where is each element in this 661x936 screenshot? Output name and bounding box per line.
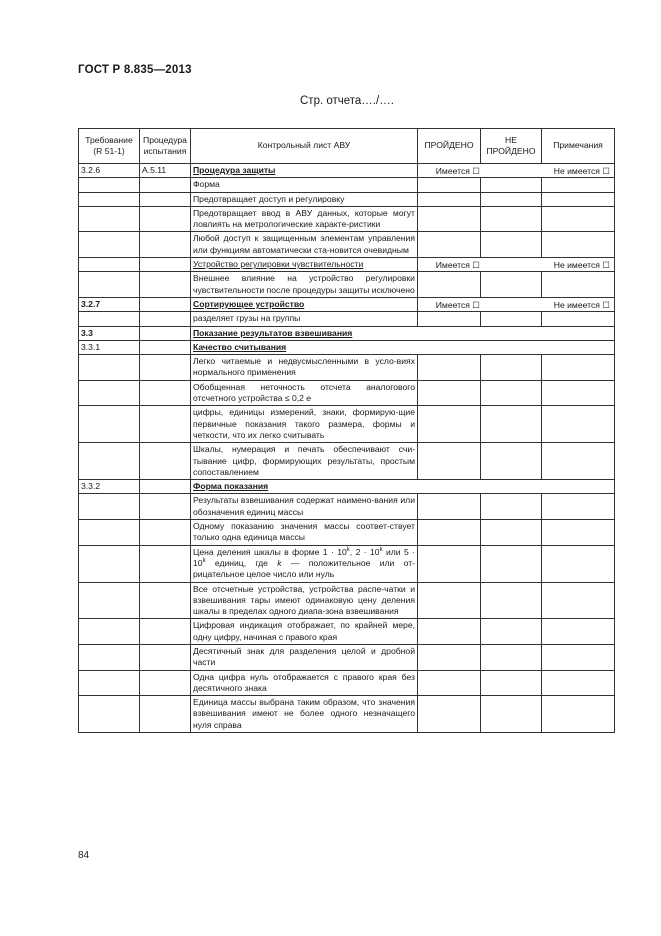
- cell-requirement: [79, 406, 140, 443]
- cell-procedure: [140, 644, 191, 670]
- cell-checklist-item: Внешнее влияние на устройство регулировки чувствительности после процедуры защиты исключено: [191, 272, 418, 298]
- cell-requirement: [79, 520, 140, 546]
- cell-requirement: 3.3.2: [79, 480, 140, 494]
- cell-requirement: [79, 582, 140, 619]
- cell-presence-options: [418, 297, 615, 311]
- cell-checklist-item: Предотвращает доступ и регулировку: [191, 192, 418, 206]
- cell-procedure: [140, 340, 191, 354]
- absent-checkbox-label[interactable]: Не имеется ☐: [553, 166, 610, 176]
- cell-procedure: [140, 192, 191, 206]
- cell-checklist-item: Показание результатов взвешивания: [191, 326, 615, 340]
- cell-not-passed[interactable]: [481, 644, 542, 670]
- header-notes: Примечания: [542, 129, 615, 164]
- table-row: [79, 272, 615, 298]
- cell-checklist-item: Легко читаемые и недвусмысленными в усло-виях нормального применения: [191, 355, 418, 381]
- cell-checklist-item: Все отсчетные устройства, устройства распе-чатки и взвешивания тары имеют одинаковую цену деления шкалы в пределах одного диапа-зона взвешивания: [191, 582, 418, 619]
- present-checkbox-label[interactable]: Имеется ☐: [435, 260, 480, 271]
- cell-checklist-item: Любой доступ к защищенным элементам управления или функциям автоматически ста-новится очевидным: [191, 232, 418, 258]
- cell-passed[interactable]: [418, 670, 481, 696]
- cell-checklist-item: Цифровая индикация отображает, по крайней мере, одну цифру, начиная с правого края: [191, 619, 418, 645]
- cell-procedure: [140, 272, 191, 298]
- cell-presence-options: [418, 258, 615, 272]
- cell-checklist-item: Обобщенная неточность отсчета аналогового отсчетного устройства ≤ 0,2 e: [191, 380, 418, 406]
- absent-checkbox-label[interactable]: Не имеется ☐: [553, 260, 610, 271]
- cell-notes[interactable]: [542, 582, 615, 619]
- cell-requirement: [79, 380, 140, 406]
- cell-procedure: [140, 326, 191, 340]
- cell-procedure: [140, 619, 191, 645]
- table-row: [79, 178, 615, 192]
- cell-requirement: [79, 232, 140, 258]
- cell-not-passed[interactable]: [481, 545, 542, 582]
- cell-procedure: [140, 494, 191, 520]
- cell-procedure: [140, 297, 191, 311]
- table-row: [79, 644, 615, 670]
- header-requirement: Требование (R 51-1): [79, 129, 140, 164]
- table-row: [79, 297, 615, 311]
- header-not-passed: НЕ ПРОЙДЕНО: [481, 129, 542, 164]
- cell-checklist-item: Предотвращает ввод в АВУ данных, которые могут ловлиять на метрологические характе-ристики: [191, 206, 418, 232]
- table-row: [79, 494, 615, 520]
- cell-not-passed[interactable]: [481, 670, 542, 696]
- present-checkbox-label[interactable]: Имеется ☐: [435, 166, 480, 176]
- cell-requirement: 3.2.7: [79, 297, 140, 311]
- cell-passed[interactable]: [418, 443, 481, 480]
- table-row: [79, 582, 615, 619]
- cell-notes[interactable]: [542, 644, 615, 670]
- checklist-table: [78, 128, 615, 733]
- cell-passed[interactable]: [418, 494, 481, 520]
- cell-passed[interactable]: [418, 272, 481, 298]
- cell-notes[interactable]: [542, 355, 615, 381]
- cell-not-passed[interactable]: [481, 380, 542, 406]
- cell-checklist-item: Процедура защиты: [191, 164, 418, 178]
- cell-passed[interactable]: [418, 380, 481, 406]
- cell-requirement: [79, 494, 140, 520]
- cell-procedure: [140, 443, 191, 480]
- cell-procedure: [140, 520, 191, 546]
- cell-passed[interactable]: [418, 355, 481, 381]
- cell-procedure: [140, 355, 191, 381]
- cell-checklist-item: Сортирующее устройство: [191, 297, 418, 311]
- table-row: [79, 232, 615, 258]
- cell-checklist-item: Одному показанию значения массы соответ-ствует только одна единица массы: [191, 520, 418, 546]
- table-row: [79, 619, 615, 645]
- cell-notes[interactable]: [542, 406, 615, 443]
- cell-not-passed[interactable]: [481, 206, 542, 232]
- cell-not-passed[interactable]: [481, 696, 542, 733]
- cell-requirement: [79, 272, 140, 298]
- cell-presence-options: [418, 164, 615, 178]
- table-row: [79, 520, 615, 546]
- cell-notes[interactable]: [542, 192, 615, 206]
- cell-procedure: [140, 545, 191, 582]
- cell-notes[interactable]: [542, 696, 615, 733]
- cell-requirement: [79, 545, 140, 582]
- cell-checklist-item: Форма: [191, 178, 418, 192]
- table-row: [79, 340, 615, 354]
- checklist-body: [79, 164, 615, 733]
- cell-requirement: [79, 312, 140, 326]
- cell-passed[interactable]: [418, 406, 481, 443]
- cell-passed[interactable]: [418, 178, 481, 192]
- cell-requirement: [79, 192, 140, 206]
- cell-requirement: [79, 258, 140, 272]
- cell-notes[interactable]: [542, 232, 615, 258]
- cell-checklist-item: разделяет грузы на группы: [191, 312, 418, 326]
- cell-checklist-item: Результаты взвешивания содержат наимено-вания или обозначения единиц массы: [191, 494, 418, 520]
- cell-requirement: [79, 206, 140, 232]
- cell-notes[interactable]: [542, 520, 615, 546]
- cell-procedure: [140, 670, 191, 696]
- cell-passed[interactable]: [418, 545, 481, 582]
- cell-procedure: [140, 380, 191, 406]
- cell-checklist-item: Шкалы, нумерация и печать обеспечивают счи-тывание цифр, формирующих результаты, простым сопоставлением: [191, 443, 418, 480]
- cell-requirement: [79, 619, 140, 645]
- cell-not-passed[interactable]: [481, 582, 542, 619]
- cell-procedure: [140, 258, 191, 272]
- cell-not-passed[interactable]: [481, 178, 542, 192]
- cell-not-passed[interactable]: [481, 312, 542, 326]
- document-header: ГОСТ Р 8.835—2013: [78, 64, 192, 76]
- cell-passed[interactable]: [418, 192, 481, 206]
- cell-requirement: [79, 443, 140, 480]
- cell-passed[interactable]: [418, 644, 481, 670]
- cell-checklist-item: Форма показания: [191, 480, 615, 494]
- cell-procedure: А.5.11: [140, 164, 191, 178]
- absent-checkbox-label[interactable]: Не имеется ☐: [553, 299, 610, 310]
- cell-passed[interactable]: [418, 582, 481, 619]
- cell-requirement: [79, 670, 140, 696]
- cell-passed[interactable]: [418, 696, 481, 733]
- cell-requirement: [79, 696, 140, 733]
- table-row: [79, 258, 615, 272]
- table-row: [79, 480, 615, 494]
- cell-checklist-item: Одна цифра нуль отображается с правого края без десятичного знака: [191, 670, 418, 696]
- header-passed: ПРОЙДЕНО: [418, 129, 481, 164]
- cell-procedure: [140, 696, 191, 733]
- cell-procedure: [140, 312, 191, 326]
- table-row: [79, 406, 615, 443]
- cell-notes[interactable]: [542, 178, 615, 192]
- cell-requirement: 3.3.1: [79, 340, 140, 354]
- cell-checklist-item: Десятичный знак для разделения целой и дробной части: [191, 644, 418, 670]
- table-row: [79, 355, 615, 381]
- cell-procedure: [140, 232, 191, 258]
- header-procedure: Процедура испытания: [140, 129, 191, 164]
- cell-notes[interactable]: [542, 670, 615, 696]
- table-row: [79, 326, 615, 340]
- cell-checklist-item: Единица массы выбрана таким образом, что значения взвешивания имеют не более одного незначащего нуля справа: [191, 696, 418, 733]
- cell-not-passed[interactable]: [481, 520, 542, 546]
- table-row: [79, 192, 615, 206]
- table-row: [79, 380, 615, 406]
- cell-requirement: 3.3: [79, 326, 140, 340]
- cell-requirement: 3.2.6: [79, 164, 140, 178]
- cell-not-passed[interactable]: [481, 443, 542, 480]
- cell-checklist-item: цифры, единицы измерений, знаки, формирую-щие первичные показания такого размера, формы и четкости, что их легко считывать: [191, 406, 418, 443]
- cell-not-passed[interactable]: [481, 619, 542, 645]
- cell-notes[interactable]: [542, 272, 615, 298]
- cell-notes[interactable]: [542, 206, 615, 232]
- cell-notes[interactable]: [542, 443, 615, 480]
- table-row: [79, 696, 615, 733]
- cell-passed[interactable]: [418, 312, 481, 326]
- cell-notes[interactable]: [542, 545, 615, 582]
- cell-not-passed[interactable]: [481, 272, 542, 298]
- cell-not-passed[interactable]: [481, 355, 542, 381]
- cell-requirement: [79, 644, 140, 670]
- cell-notes[interactable]: [542, 312, 615, 326]
- cell-procedure: [140, 582, 191, 619]
- cell-requirement: [79, 355, 140, 381]
- cell-passed[interactable]: [418, 206, 481, 232]
- cell-checklist-item: Качество считывания: [191, 340, 615, 354]
- cell-requirement: [79, 178, 140, 192]
- page-number: 84: [78, 850, 90, 861]
- cell-notes[interactable]: [542, 380, 615, 406]
- cell-procedure: [140, 206, 191, 232]
- table-row: [79, 670, 615, 696]
- cell-checklist-item: Устройство регулировки чувствительности: [191, 258, 418, 272]
- cell-not-passed[interactable]: [481, 232, 542, 258]
- cell-checklist-item: Цена деления шкалы в форме $1 \cdot 10^k$, $2 \cdot 10^k$ или $5 \cdot 10^k$ единиц, где k — положительное или от-рицательное целое число или нуль: [191, 545, 418, 582]
- table-row: [79, 206, 615, 232]
- report-page-field: Стр. отчета…./….: [300, 95, 394, 107]
- cell-passed[interactable]: [418, 619, 481, 645]
- cell-not-passed[interactable]: [481, 192, 542, 206]
- table-header-row: [79, 129, 615, 164]
- table-row: [79, 443, 615, 480]
- table-row: [79, 312, 615, 326]
- cell-procedure: [140, 178, 191, 192]
- cell-not-passed[interactable]: [481, 494, 542, 520]
- present-checkbox-label[interactable]: Имеется ☐: [435, 299, 480, 310]
- table-row: [79, 164, 615, 178]
- cell-passed[interactable]: [418, 232, 481, 258]
- cell-procedure: [140, 406, 191, 443]
- cell-notes[interactable]: [542, 619, 615, 645]
- cell-notes[interactable]: [542, 494, 615, 520]
- table-row: [79, 545, 615, 582]
- header-checklist: Контрольный лист АВУ: [191, 129, 418, 164]
- cell-not-passed[interactable]: [481, 406, 542, 443]
- cell-passed[interactable]: [418, 520, 481, 546]
- cell-procedure: [140, 480, 191, 494]
